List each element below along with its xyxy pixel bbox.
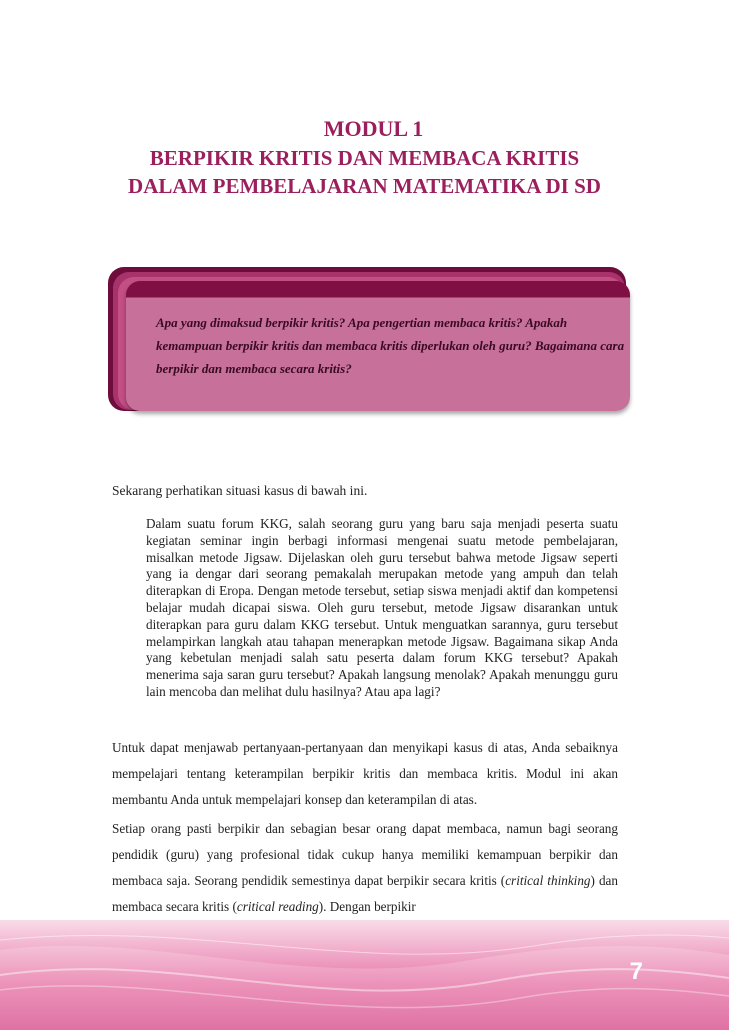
case-intro: Sekarang perhatikan situasi kasus di bawah ini.: [112, 483, 368, 498]
question-box: [106, 263, 630, 413]
question-box-panel: [126, 281, 630, 411]
page-number: 7: [629, 958, 643, 985]
term-critical-thinking: critical thinking: [505, 873, 591, 888]
module-title-line1: BERPIKIR KRITIS DAN MEMBACA KRITIS: [149, 146, 580, 170]
footer-decoration: [0, 920, 729, 1030]
module-title-line2: DALAM PEMBELAJARAN MATEMATIKA DI SD: [128, 174, 601, 198]
paragraph-text: Setiap orang pasti berpikir dan sebagian besar orang dapat membaca, namun bagi seorang pendidik (guru) yang profesional tidak cukup hanya memiliki kemampuan berpikir dan membaca saja. Seorang pendidik semestinya dapat berpikir secara kritis (: [112, 821, 618, 888]
module-label: MODUL 1: [323, 116, 424, 141]
body-paragraph-2: [112, 816, 618, 920]
paragraph-text: ) dan membaca secara kritis (: [112, 873, 618, 914]
footer-swoosh-graphic: [0, 920, 729, 1030]
term-critical-reading: critical reading: [236, 899, 319, 914]
body-paragraph-1: Untuk dapat menjawab pertanyaan-pertanyaan dan menyikapi kasus di atas, Anda sebaiknya mempelajari tentang keterampilan berpikir kritis dan membaca kritis. Modul ini akan membantu Anda untuk mempelajari konsep dan keterampilan di atas.: [112, 740, 618, 807]
module-title-block: [0, 114, 729, 200]
case-study-text: Dalam suatu forum KKG, salah seorang guru yang baru saja menjadi peserta suatu kegiatan seminar ingin berbagi informasi mengenai suatu metode pembelajaran, misalkan metode Jigsaw. Dijelaskan oleh guru tersebut bahwa metode Jigsaw seperti yang ia dengar dari seorang pemakalah merupakan metode yang ampuh dan telah diterapkan di Eropa. Dengan metode tersebut, setiap siswa menjadi aktif dan kompetensi belajar mudah dicapai siswa. Oleh guru tersebut, metode Jigsaw disarankan untuk diterapkan para guru dalam KKG tersebut. Untuk menguatkan sarannya, guru tersebut melampirkan langkah atau tahapan menerapkan metode Jigsaw. Bagaimana sikap Anda yang kebetulan menjadi salah satu peserta dalam forum KKG tersebut? Apakah menerima saja saran guru tersebut? Apakah langsung menolak? Apakah menunggu guru lain mencoba dan melihat dulu hasilnya? Atau apa lagi?: [146, 516, 618, 699]
guiding-questions: Apa yang dimaksud berpikir kritis? Apa pengertian membaca kritis? Apakah kemampuan berpikir kritis dan membaca kritis diperlukan oleh guru? Bagaimana cara berpikir dan membaca secara kritis?: [156, 315, 625, 376]
paragraph-text: ). Dengan berpikir: [318, 899, 416, 914]
